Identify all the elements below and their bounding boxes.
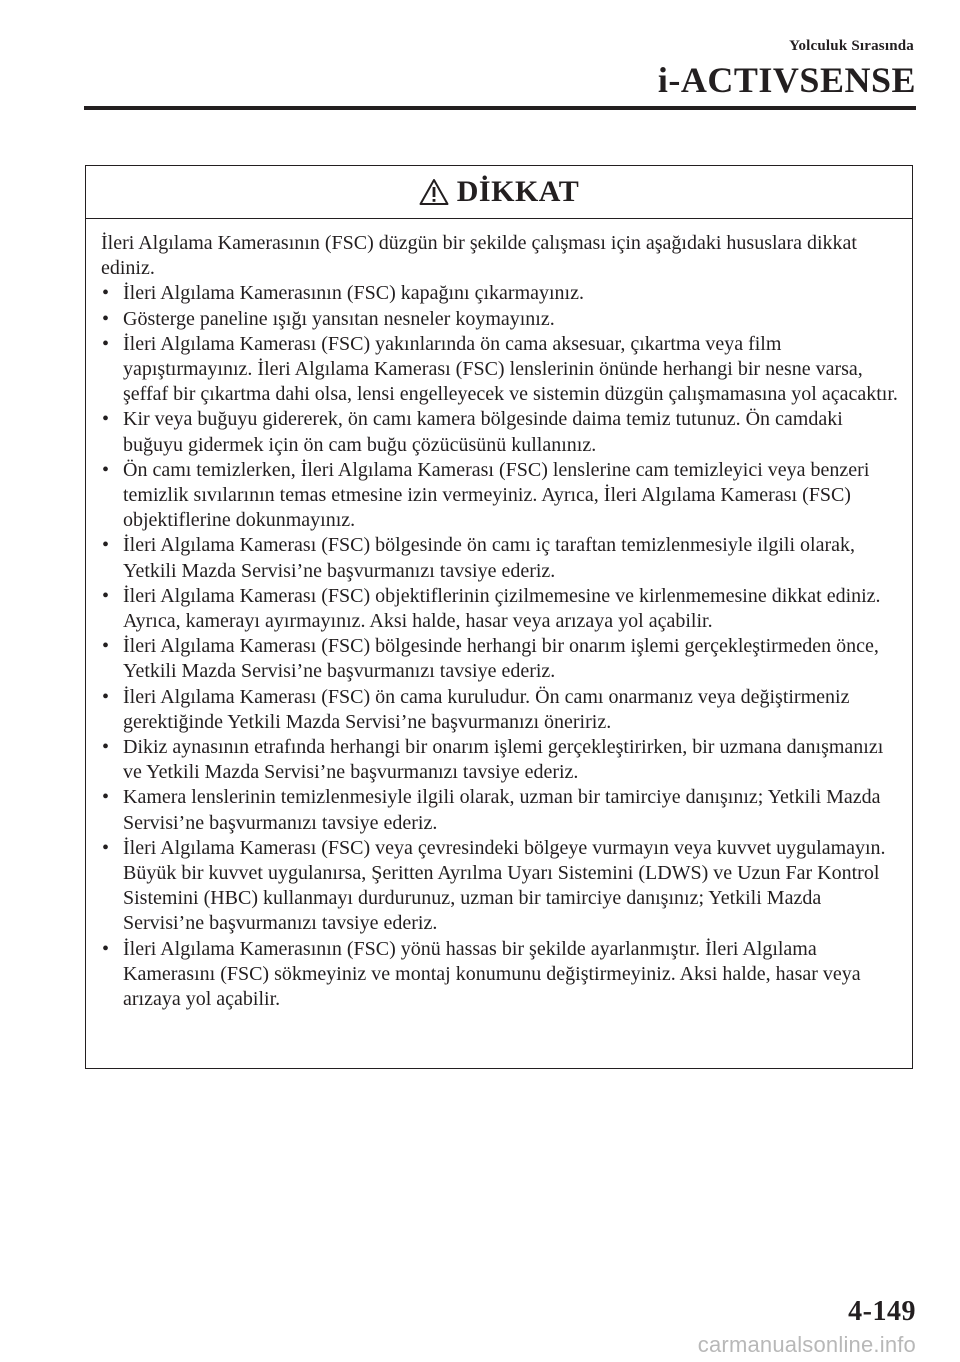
caution-list-item: [101, 785, 898, 835]
bullet-marker: •: [102, 736, 110, 759]
caution-list-item: [101, 332, 898, 408]
bullet-marker: •: [102, 836, 110, 859]
caution-list-item: [101, 307, 898, 332]
bullet-marker: •: [102, 685, 110, 708]
caution-list-item: [101, 634, 898, 684]
bullet-marker: •: [102, 635, 110, 658]
bullet-marker: •: [102, 786, 110, 809]
caution-item-text: İleri Algılama Kamerası (FSC) bölgesinde ön camı iç taraftan temizlenmesiyle ilgili olarak, Yetkili Mazda Servisi’ne başvurmanızı tavsiye ederiz.: [123, 534, 856, 582]
caution-box: [85, 165, 913, 1069]
caution-list-item: [101, 685, 898, 735]
caution-item-text: İleri Algılama Kamerası (FSC) bölgesinde herhangi bir onarım işlemi gerçekleştirmeden önce, Yetkili Mazda Servisi’ne başvurmanızı tavsiye ederiz.: [123, 635, 879, 683]
caution-list-item: [101, 533, 898, 583]
caution-list-item: [101, 407, 898, 457]
caution-list-item: [101, 584, 898, 634]
section-label: Yolculuk Sırasında: [789, 38, 914, 54]
bullet-marker: •: [102, 307, 110, 330]
caution-item-text: İleri Algılama Kamerası (FSC) ön cama kuruludur. Ön camı onarmanız veya değiştirmeniz gerektiğinde Yetkili Mazda Servisi’ne başvurmanızı öneririz.: [123, 685, 850, 733]
bullet-marker: •: [102, 408, 110, 431]
caution-list-item: [101, 458, 898, 534]
bullet-marker: •: [102, 534, 110, 557]
bullet-marker: •: [102, 282, 110, 305]
caution-list: [101, 281, 898, 1012]
caution-item-text: İleri Algılama Kamerası (FSC) yakınlarında ön cama aksesuar, çıkartma veya film yapıştırmayınız. İleri Algılama Kamerası (FSC) lenslerinin önünde herhangi bir nesne varsa, şeffaf bir çıkartma dahi olsa, lensi engelleyecek ve sistemin düzgün çalışmamasına yol açacaktır.: [123, 332, 898, 406]
caution-item-text: Ön camı temizlerken, İleri Algılama Kamerası (FSC) lenslerine cam temizleyici veya benzeri temizlik sıvılarının temas etmesine izin vermeyiniz. Ayrıca, İleri Algılama Kamerası (FSC) objektiflerine dokunmayınız.: [123, 458, 870, 532]
caution-list-item: [101, 281, 898, 306]
caution-body: [86, 219, 912, 1012]
bullet-marker: •: [102, 458, 110, 481]
caution-list-item: [101, 735, 898, 785]
caution-item-text: Kir veya buğuyu gidererek, ön camı kamera bölgesinde daima temiz tutunuz. Ön camdaki buğuyu gidermek için ön cam buğu çözücüsünü kullanınız.: [123, 408, 843, 456]
caution-item-text: İleri Algılama Kamerası (FSC) objektiflerinin çizilmemesine ve kirlenmemesine dikkat ediniz. Ayrıca, kamerayı ayırmayınız. Aksi halde, hasar veya arızaya yol açabilir.: [123, 584, 881, 633]
caution-item-text: Dikiz aynasının etrafında herhangi bir onarım işlemi gerçekleştirirken, bir uzmana danışmanızı ve Yetkili Mazda Servisi’ne başvurmanızı tavsiye ederiz.: [123, 736, 884, 784]
bullet-marker: •: [102, 937, 110, 960]
caution-title: DİKKAT: [456, 175, 580, 208]
watermark: carmanualsonline.info: [697, 1332, 916, 1357]
bullet-marker: •: [102, 584, 110, 607]
caution-header: [86, 166, 912, 219]
bullet-marker: •: [102, 332, 110, 355]
caution-list-item: [101, 836, 898, 937]
caution-item-text: İleri Algılama Kamerasının (FSC) yönü hassas bir şekilde ayarlanmıştır. İleri Algılama Kamerasını (FSC) sökmeyiniz ve montaj konumunu değiştirmeyiniz. Aksi halde, hasar veya arızaya yol açabilir.: [123, 937, 861, 1011]
caution-item-text: Gösterge paneline ışığı yansıtan nesneler koymayınız.: [123, 307, 555, 330]
page-title: i-ACTIVSENSE: [657, 60, 916, 100]
caution-item-text: Kamera lenslerinin temizlenmesiyle ilgili olarak, uzman bir tamirciye danışınız; Yetkili Mazda Servisi’ne başvurmanızı tavsiye ederiz.: [123, 786, 881, 834]
caution-list-item: [101, 937, 898, 1013]
caution-intro: İleri Algılama Kamerasının (FSC) düzgün bir şekilde çalışması için aşağıdaki hususlara dikkat ediniz.: [101, 232, 857, 280]
caution-item-text: İleri Algılama Kamerasının (FSC) kapağını çıkarmayınız.: [123, 282, 584, 305]
page-number: 4-149: [848, 1296, 916, 1327]
caution-item-text: İleri Algılama Kamerası (FSC) veya çevresindeki bölgeye vurmayın veya kuvvet uygulamayın. Büyük bir kuvvet uygulanırsa, Şeritten Ayrılma Uyarı Sistemini (LDWS) ve Uzun Far Kontrol Sistemini (HBC) kullanmayı durdurunuz, uzman bir tamirciye danışınız; Yetkili Mazda Servisi’ne başvurmanızı tavsiye ederiz.: [123, 836, 886, 935]
warning-triangle-icon: [419, 178, 449, 206]
header-divider: [84, 106, 916, 110]
